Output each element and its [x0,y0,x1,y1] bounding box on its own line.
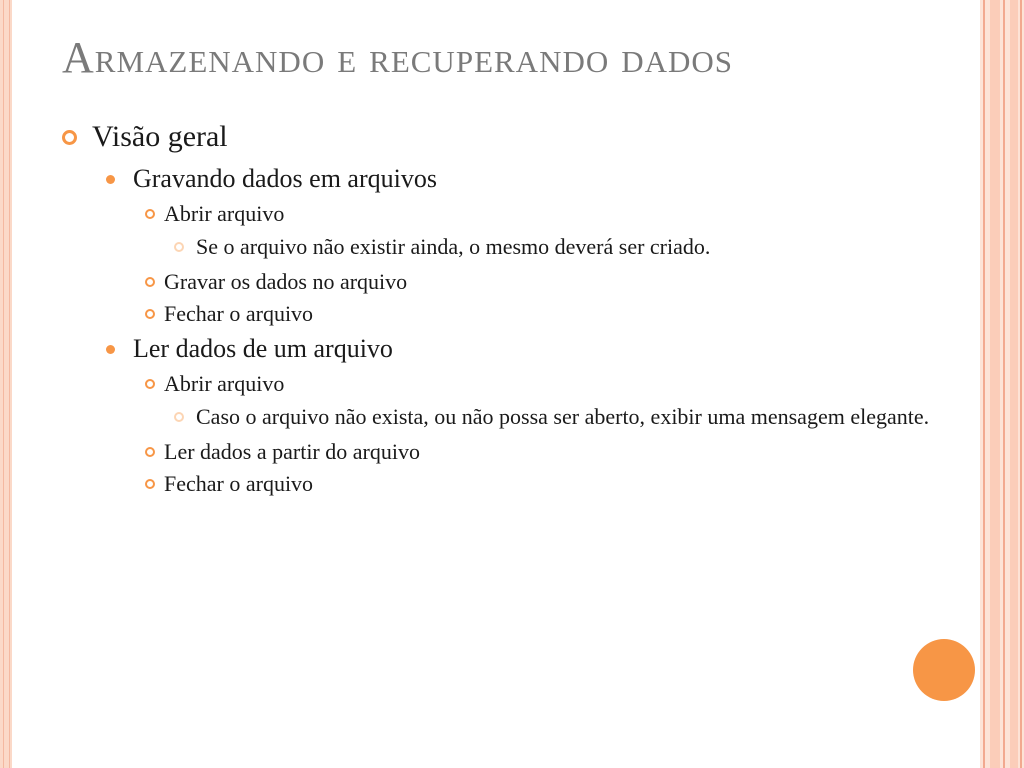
bullet-text: Visão geral [92,120,228,153]
bullet-ring-icon [174,412,184,422]
bullet-text: Gravando dados em arquivos [133,164,437,193]
bullet-text: Ler dados de um arquivo [133,334,393,363]
bullet-ring-icon [62,130,77,145]
bullet-text: Se o arquivo não existir ainda, o mesmo deverá ser criado. [196,234,711,259]
bullet-text: Fechar o arquivo [164,301,314,326]
bullet-text: Abrir arquivo [164,371,285,396]
bullet-outline [62,118,962,501]
bullet-ring-icon [174,242,184,252]
bullet-ring-icon [145,479,155,489]
bullet-item [174,231,962,262]
bullet-item [145,300,962,327]
slide-title: Armazenando e recuperando dados [62,33,734,82]
bullet-ring-icon [145,277,155,287]
bullet-text: Caso o arquivo não exista, ou não possa ser aberto, exibir uma mensagem elegante. [196,404,930,429]
bullet-item [145,470,962,497]
decorative-circle [913,639,975,701]
bullet-ring-icon [145,447,155,457]
bullet-dot-icon [106,345,115,354]
bullet-ring-icon [145,209,155,219]
bullet-ring-icon [145,379,155,389]
bullet-text: Ler dados a partir do arquivo [164,439,420,464]
bullet-dot-icon [106,175,115,184]
bullet-item [145,200,962,227]
bullet-text: Fechar o arquivo [164,471,314,496]
bullet-item [145,438,962,465]
bullet-item [106,333,962,365]
bullet-text: Gravar os dados no arquivo [164,269,408,294]
bullet-item [62,118,962,156]
bullet-item [145,268,962,295]
bullet-item [174,401,962,432]
bullet-item [145,370,962,397]
bullet-text: Abrir arquivo [164,201,285,226]
bullet-item [106,163,962,195]
bullet-ring-icon [145,309,155,319]
